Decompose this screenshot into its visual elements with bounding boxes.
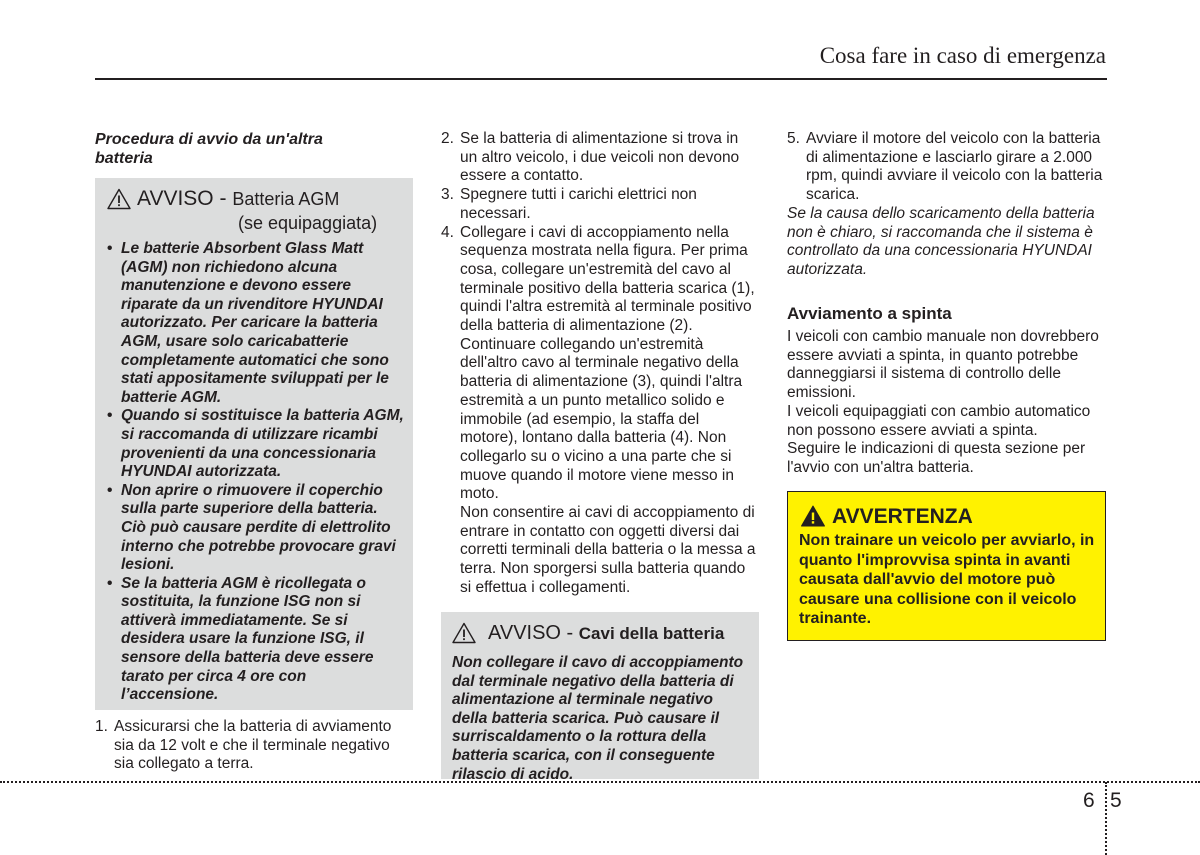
paragraph: I veicoli equipaggiati con cambio automatico non possono essere avviati a spinta. (787, 402, 1091, 439)
notice-subject: Cavi della batteria (578, 624, 725, 643)
step-text: Spegnere tutti i carichi elettrici non necessari. (460, 186, 697, 222)
step-number: 3. (441, 186, 454, 204)
warning-triangle-icon (801, 505, 825, 527)
paragraph: I veicoli con cambio manuale non dovrebbero essere avviati a spinta, in quanto potrebbe danneggiarsi il sistema di controllo delle emissioni. (787, 328, 1099, 402)
warning-header (799, 504, 1095, 530)
notice-bullets (107, 240, 405, 705)
page-header-title: Cosa fare in caso di emergenza (819, 43, 1106, 68)
push-start-text (787, 328, 1107, 478)
warning-title: AVVERTENZA (832, 505, 973, 528)
notice-subject-line-2: (se equipaggiata) (238, 213, 378, 233)
caution-triangle-icon (107, 188, 131, 210)
notice-word: AVVISO - (137, 187, 233, 210)
notice-word: AVVISO - (488, 622, 579, 644)
header-rule (95, 78, 1107, 80)
paragraph: Seguire le indicazioni di questa sezione per l'avvio con un'altra batteria. (787, 440, 1086, 476)
notice-header (107, 188, 405, 234)
dealer-check-note: Se la causa dello scaricamento della batteria non è chiaro, si raccomanda che il sistema è controllato da una concessionaria HYUNDAI autorizzata. (787, 204, 1095, 278)
list-item (441, 130, 759, 186)
footer-divider (1105, 782, 1107, 855)
step-number: 1. (95, 718, 108, 735)
notice-bullet: • Se la batteria AGM è ricollegata o sostituita, la funzione ISG non si attiverà immediatamente. Se si desidera usare la funzione ISG, il sensore della batteria deve essere tarato per circa 4 ore con l’accensione. (107, 575, 405, 705)
steps-column-3 (787, 130, 1107, 280)
step-1 (95, 718, 413, 774)
chapter-number: 6 (1083, 789, 1095, 812)
step-4-continuation-2: Non consentire ai cavi di accoppiamento di entrare in contatto con oggetti diversi dai corretti terminali della batteria o la messa a terra. Non sporgersi sulla batteria quando si effettua i collegamenti. (460, 504, 756, 596)
footer-rule (0, 781, 1200, 783)
notice-header (452, 622, 751, 646)
subheading-line-1: Procedura di avvio da un'altra (95, 131, 323, 148)
notice-bullet: • Non aprire o rimuovere il coperchio sulla parte superiore della batteria. Ciò può causare perdite di elettrolito interno che potrebbe provocare gravi lesioni. (107, 482, 405, 575)
step-number: 2. (441, 130, 454, 147)
list-item (95, 718, 413, 774)
notice-subject-line-1: Batteria AGM (232, 189, 340, 209)
list-item (787, 130, 1107, 205)
warning-box (787, 491, 1106, 641)
page-number: 5 (1110, 789, 1122, 812)
procedure-subheading (95, 130, 395, 168)
notice-bullet: • Le batterie Absorbent Glass Matt (AGM) non richiedono alcuna manutenzione e devono essere riparate da un rivenditore HYUNDAI autorizzato. Per caricare la batteria AGM, usare solo caricabatterie completamente automatici che sono stati appositamente sviluppati per le batterie AGM. (107, 240, 405, 407)
section-heading: Avviamento a spinta (787, 304, 952, 323)
notice-bullet: • Quando si sostituisce la batteria AGM, si raccomanda di utilizzare ricambi provenienti da una concessionaria HYUNDAI autorizzata. (107, 407, 405, 481)
notice-box-agm (95, 178, 413, 710)
list-item (441, 224, 759, 336)
steps-column-2 (441, 130, 759, 598)
step-text: Avviare il motore del veicolo con la batteria di alimentazione e lasciarlo girare a 2.000 rpm, quindi avviare il veicolo con la batteria scarica. (806, 130, 1103, 204)
step-text: Collegare i cavi di accoppiamento nella sequenza mostrata nella figura. Per prima cosa, collegare un'estremità del cavo al terminale positivo della batteria scarica (1), quindi l'altra estremità al terminale positivo della batteria di alimentazione (2). (460, 223, 755, 335)
step-text: Assicurarsi che la batteria di avviamento sia da 12 volt e che il terminale negativo sia collegato a terra. (114, 718, 392, 773)
list-item (441, 186, 759, 223)
notice-title (137, 187, 339, 211)
step-text: Se la batteria di alimentazione si trova in un altro veicolo, i due veicoli non devono essere a contatto. (460, 130, 740, 185)
caution-triangle-icon (452, 622, 476, 644)
notice-box-cables (441, 612, 759, 783)
notice-title (488, 621, 724, 646)
step-4-continuation-1: Continuare collegando un'estremità dell'altro cavo al terminale negativo della batteria di alimentazione (3), quindi l'altra estremità a un punto metallico solido e immobile (ad esempio, la staffa del motore), lontano dalla batteria (4). Non collegarlo su o vicino a una parte che si muove quando il motore viene messo in moto. (460, 335, 743, 503)
warning-text: Non trainare un veicolo per avviarlo, in quanto l'improvvisa spinta in avanti causata dall'avvio del motore può causare una collisione con il veicolo trainante. (799, 532, 1095, 627)
subheading-line-2: batteria (95, 150, 153, 167)
step-number: 5. (787, 130, 800, 147)
notice-text: Non collegare il cavo di accoppiamento dal terminale negativo della batteria di alimentazione al terminale negativo della batteria scarica. Può causare il surriscaldamento o la rottura della batteria scarica, con il conseguente rilascio di acido. (452, 654, 744, 783)
step-number: 4. (441, 223, 454, 241)
